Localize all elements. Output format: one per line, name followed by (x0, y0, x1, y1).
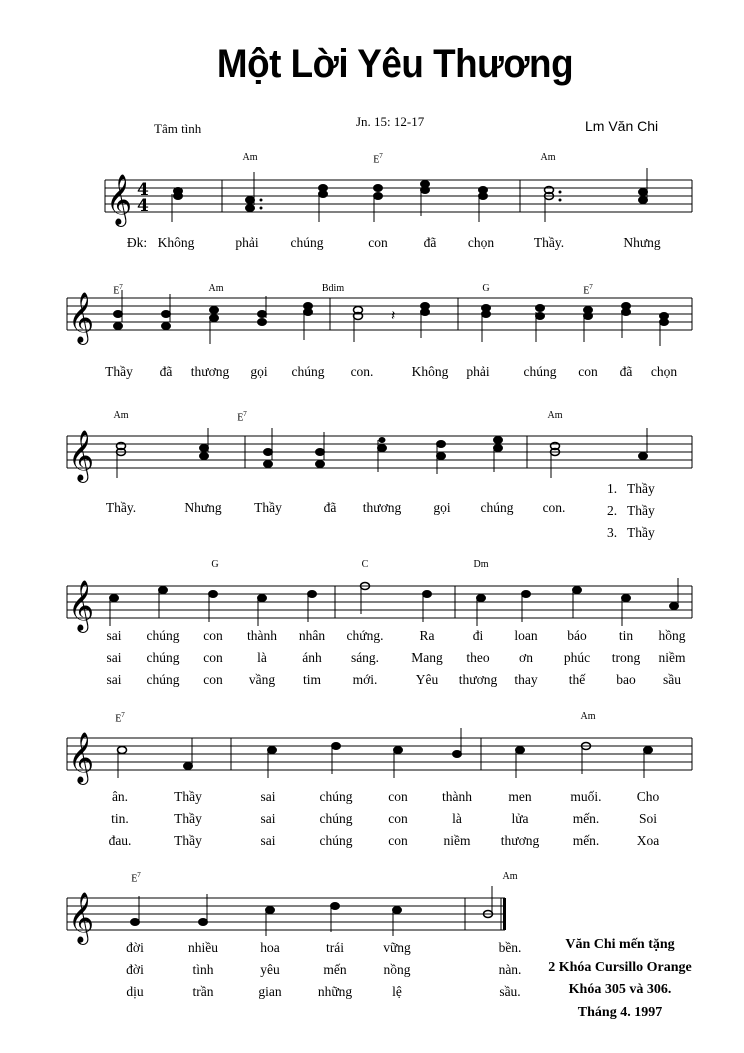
svg-text:𝄞: 𝄞 (68, 892, 95, 943)
chord-symbol: C (361, 559, 369, 570)
lyric-syllable: ánh (302, 650, 322, 665)
chord-symbol: Am (242, 152, 258, 163)
lyric-syllable: thế (568, 672, 586, 687)
chord-symbol: Am (113, 410, 129, 421)
lyric-syllable: mới. (352, 672, 378, 687)
dedication-line: 2 Khóa Cursillo Orange (548, 959, 692, 975)
svg-text:4: 4 (137, 196, 149, 216)
lyric-syllable: phải (235, 235, 259, 250)
lyric-syllable: Yêu (415, 672, 439, 687)
lyric-syllable: nàn. (498, 962, 522, 977)
lyric-syllable: là (257, 650, 267, 665)
chord-symbol: Am (208, 283, 224, 294)
svg-text:𝄞: 𝄞 (106, 174, 133, 225)
chord-symbol: $E^7$ (237, 410, 247, 424)
lyric-syllable: sai (260, 789, 276, 804)
svg-text:𝄞: 𝄞 (68, 292, 95, 343)
verse-3-start: 3. Thầy (607, 525, 655, 540)
chord-symbol: G (211, 559, 219, 570)
verse-2-start: 2. Thầy (607, 503, 655, 518)
lyric-syllable: gọi (433, 500, 451, 515)
lyric-syllable: Mang (411, 650, 443, 665)
lyric-syllable: chúng (319, 811, 353, 826)
lyric-syllable: phúc (563, 650, 591, 665)
lyric-syllable: con (203, 650, 223, 665)
lyric-syllable: đời (126, 962, 144, 977)
lyric-syllable: men (508, 789, 532, 804)
lyric-syllable: Thầy. (105, 500, 137, 515)
lyric-syllable: nhân (298, 628, 326, 643)
lyric-syllable: dịu (126, 984, 144, 999)
lyric-syllable: con (578, 364, 598, 379)
lyric-syllable: thương (190, 364, 230, 379)
chord-symbol: Dm (473, 559, 489, 570)
lyric-syllable: con. (350, 364, 374, 379)
song-title: Một Lời Yêu Thương (216, 42, 574, 86)
chord-symbol: Bdim (321, 283, 345, 294)
lyric-syllable: sai (106, 628, 122, 643)
lyric-syllable: Nhưng (184, 500, 222, 515)
lyric-syllable: thương (500, 833, 540, 848)
lyric-syllable: thay (514, 672, 538, 687)
lyric-syllable: chọn (467, 235, 495, 250)
lyric-syllable: gọi (250, 364, 268, 379)
lyric-syllable: chúng (146, 650, 180, 665)
lyric-syllable: gian (258, 984, 282, 999)
lyric-syllable: Xoa (636, 833, 660, 848)
lyric-syllable: nhiều (188, 940, 218, 955)
lyric-syllable: chúng (319, 833, 353, 848)
lyric-syllable: báo (567, 628, 587, 643)
lyric-syllable: ân. (111, 789, 129, 804)
lyric-syllable: chứng. (346, 628, 384, 643)
lyric-syllable: chúng (523, 364, 557, 379)
lyric-syllable: chúng (291, 364, 325, 379)
lyric-syllable: con (368, 235, 388, 250)
dedication-line: Tháng 4. 1997 (577, 1004, 663, 1020)
svg-text:𝄽: 𝄽 (391, 308, 396, 324)
staff-system-1 (105, 180, 692, 212)
lyric-syllable: Đk: (126, 235, 148, 250)
lyric-syllable: sai (260, 811, 276, 826)
lyric-syllable: Thầy (254, 500, 282, 515)
chord-symbol: $E^7$ (583, 283, 593, 297)
lyric-syllable: đau. (108, 833, 132, 848)
lyric-syllable: đã (423, 235, 437, 250)
lyric-syllable: tin. (111, 811, 129, 826)
lyric-syllable: bao (616, 672, 636, 687)
verse-1-start: 1. Thầy (607, 481, 655, 496)
chord-symbol: $E^7$ (373, 152, 383, 166)
dedication-line: Văn Chi mến tặng (565, 937, 675, 952)
lyric-syllable: Không (157, 235, 195, 250)
lyric-syllable: trong (611, 650, 641, 665)
lyric-syllable: đã (159, 364, 173, 379)
lyric-syllable: hồng (658, 628, 686, 643)
lyric-syllable: vững (383, 940, 411, 955)
lyric-syllable: thương (458, 672, 498, 687)
lyric-syllable: phải (466, 364, 490, 379)
lyric-syllable: sáng. (350, 650, 380, 665)
lyric-syllable: tình (192, 962, 214, 977)
lyric-syllable: đã (323, 500, 337, 515)
lyric-syllable: theo (466, 650, 490, 665)
lyric-syllable: con (203, 628, 223, 643)
lyric-syllable: hoa (260, 940, 280, 955)
lyric-syllable: đã (619, 364, 633, 379)
chord-symbol: G (482, 283, 490, 294)
lyric-syllable: chúng (146, 628, 180, 643)
chord-symbol: $E^7$ (131, 871, 141, 885)
lyric-syllable: đi (472, 628, 484, 643)
svg-text:𝄞: 𝄞 (68, 580, 95, 631)
lyric-syllable: mến (323, 962, 347, 977)
lyric-syllable: con (388, 811, 408, 826)
lyric-syllable: con (388, 833, 408, 848)
lyric-syllable: là (452, 811, 462, 826)
lyric-syllable: mến. (572, 811, 600, 826)
lyric-syllable: thành (247, 628, 277, 643)
lyric-syllable: Thầy. (533, 235, 565, 250)
lyric-syllable: sai (106, 650, 122, 665)
lyric-syllable: bền. (498, 940, 522, 955)
lyric-syllable: sai (260, 833, 276, 848)
lyric-syllable: Thầy (105, 364, 133, 379)
lyric-syllable: nồng (383, 962, 411, 977)
tempo-marking: Tâm tình (154, 121, 202, 136)
lyric-syllable: trái (326, 940, 344, 955)
lyric-syllable: Nhưng (623, 235, 661, 250)
lyric-syllable: Thầy (174, 833, 202, 848)
dedication-line: Khóa 305 và 306. (568, 982, 672, 997)
lyric-syllable: Không (411, 364, 449, 379)
lyric-syllable: Ra (419, 628, 435, 643)
lyric-syllable: Cho (636, 789, 660, 804)
lyric-syllable: chúng (290, 235, 324, 250)
lyric-syllable: chúng (480, 500, 514, 515)
staff-system-5 (67, 738, 692, 770)
chord-symbol: Am (547, 410, 563, 421)
staff-system-2 (67, 298, 692, 330)
lyric-syllable: lửa (511, 811, 529, 826)
svg-text:𝄞: 𝄞 (68, 430, 95, 481)
lyric-syllable: thành (442, 789, 472, 804)
lyric-syllable: những (317, 984, 353, 999)
lyric-syllable: chọn (650, 364, 678, 379)
chord-symbol: Am (502, 871, 518, 882)
lyric-syllable: yêu (260, 962, 280, 977)
lyric-syllable: chúng (319, 789, 353, 804)
lyric-syllable: vầng (248, 672, 276, 687)
lyric-syllable: mến. (572, 833, 600, 848)
scripture-reference: Jn. 15: 12-17 (356, 114, 425, 129)
lyric-syllable: chúng (146, 672, 180, 687)
lyric-syllable: đời (126, 940, 144, 955)
lyric-syllable: Thầy (174, 789, 202, 804)
chord-symbol: $E^7$ (113, 283, 123, 297)
chord-symbol: $E^7$ (115, 711, 125, 725)
lyric-syllable: loan (514, 628, 538, 643)
lyric-syllable: muối. (570, 789, 602, 804)
lyric-syllable: sầu (663, 672, 681, 687)
chord-symbol: Am (580, 711, 596, 722)
lyric-syllable: Soi (638, 811, 658, 826)
lyric-syllable: con (203, 672, 223, 687)
lyric-syllable: sai (106, 672, 122, 687)
lyric-syllable: tim (302, 672, 322, 687)
lyric-syllable: ơn (519, 650, 533, 665)
lyric-syllable: lệ (392, 984, 402, 999)
chord-symbol: Am (540, 152, 556, 163)
svg-text:4: 4 (137, 180, 149, 200)
lyric-syllable: tin (618, 628, 634, 643)
lyric-syllable: thương (362, 500, 402, 515)
lyric-syllable: trần (192, 984, 214, 999)
lyric-syllable: niềm (443, 833, 471, 848)
lyric-syllable: sầu. (499, 984, 521, 999)
svg-text:𝄞: 𝄞 (68, 732, 95, 783)
dedication-block (530, 934, 710, 1024)
composer-name: Lm Văn Chi (585, 118, 659, 134)
lyric-syllable: Thầy (174, 811, 202, 826)
lyric-syllable: niềm (658, 650, 686, 665)
lyric-syllable: con. (542, 500, 566, 515)
lyric-syllable: con (388, 789, 408, 804)
